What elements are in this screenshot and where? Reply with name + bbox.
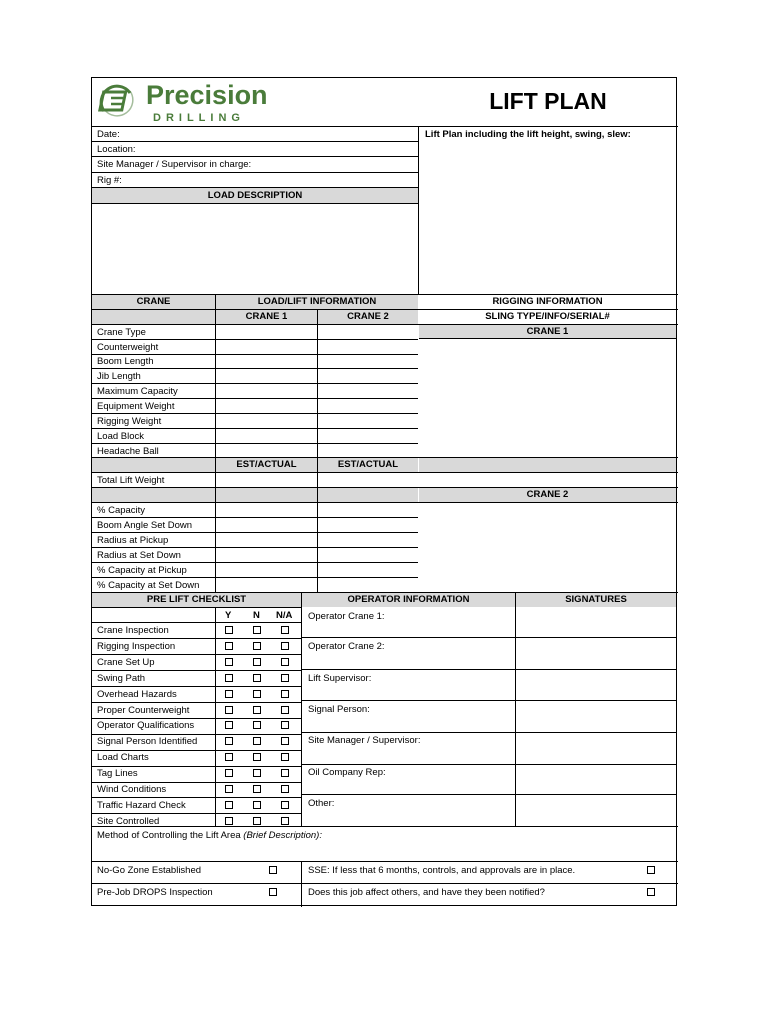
site-manager-field[interactable]: Site Manager / Supervisor in charge: bbox=[97, 159, 252, 170]
rigging-info-header: RIGGING INFORMATION bbox=[492, 296, 603, 307]
checkbox-y[interactable] bbox=[225, 769, 233, 777]
checklist-item: Crane Set Up bbox=[97, 656, 155, 668]
operator-crane1[interactable]: Operator Crane 1: bbox=[308, 611, 385, 622]
precision-drilling-logo-icon bbox=[96, 81, 138, 121]
form-title: LIFT PLAN bbox=[489, 88, 607, 114]
checkbox-na[interactable] bbox=[281, 769, 289, 777]
checkbox-n[interactable] bbox=[253, 817, 261, 825]
affect-others-note: Does this job affect others, and have they been notified? bbox=[308, 887, 545, 898]
method-controlling-lift-area[interactable] bbox=[97, 830, 322, 841]
operator-info-header: OPERATOR INFORMATION bbox=[302, 593, 515, 607]
lift-plan-form bbox=[91, 77, 677, 906]
checkbox-na[interactable] bbox=[281, 737, 289, 745]
lift-supervisor[interactable]: Lift Supervisor: bbox=[308, 673, 372, 684]
checkbox-n[interactable] bbox=[253, 690, 261, 698]
row-radius-setdown: Radius at Set Down bbox=[97, 550, 181, 561]
logo bbox=[96, 81, 296, 125]
date-field[interactable]: Date: bbox=[97, 129, 120, 140]
checkbox-na[interactable] bbox=[281, 626, 289, 634]
row-boom-angle: Boom Angle Set Down bbox=[97, 520, 193, 531]
checkbox-y[interactable] bbox=[225, 817, 233, 825]
row-equipment-weight: Equipment Weight bbox=[97, 401, 175, 412]
row-headache-ball: Headache Ball bbox=[97, 446, 159, 457]
method-italic: (Brief Description): bbox=[243, 830, 322, 841]
checkbox-n[interactable] bbox=[253, 737, 261, 745]
checkbox-na[interactable] bbox=[281, 753, 289, 761]
checklist-item: Proper Counterweight bbox=[97, 704, 190, 716]
no-go-zone: No-Go Zone Established bbox=[97, 865, 202, 876]
pre-lift-checklist-header: PRE LIFT CHECKLIST bbox=[92, 593, 301, 607]
brand-sub: DRILLING bbox=[153, 112, 245, 124]
checkbox-na[interactable] bbox=[281, 817, 289, 825]
col-na: N/A bbox=[276, 610, 293, 621]
crane1-header: CRANE 1 bbox=[216, 310, 317, 324]
est-actual-crane2: EST/ACTUAL bbox=[318, 458, 418, 472]
est-actual-crane1: EST/ACTUAL bbox=[216, 458, 317, 472]
rigging-crane1-header: CRANE 1 bbox=[419, 325, 676, 339]
site-manager-supervisor[interactable]: Site Manager / Supervisor: bbox=[308, 735, 421, 746]
checklist-item: Swing Path bbox=[97, 672, 146, 684]
pre-job-drops: Pre-Job DROPS Inspection bbox=[97, 887, 213, 898]
load-description-header: LOAD DESCRIPTION bbox=[92, 188, 418, 204]
checkbox-y[interactable] bbox=[225, 753, 233, 761]
lift-plan-note[interactable]: Lift Plan including the lift height, swing, slew: bbox=[425, 129, 631, 140]
row-crane-type: Crane Type bbox=[97, 327, 146, 338]
checkbox-y[interactable] bbox=[225, 706, 233, 714]
row-capacity: % Capacity bbox=[97, 505, 146, 516]
checkbox-y[interactable] bbox=[225, 642, 233, 650]
location-field[interactable]: Location: bbox=[97, 144, 136, 155]
checklist-item: Site Controlled bbox=[97, 815, 160, 827]
checkbox-y[interactable] bbox=[225, 721, 233, 729]
affect-others-checkbox[interactable] bbox=[647, 888, 655, 896]
operator-crane2[interactable]: Operator Crane 2: bbox=[308, 641, 385, 652]
col-n: N bbox=[253, 610, 260, 621]
checkbox-na[interactable] bbox=[281, 721, 289, 729]
row-capacity-pickup: % Capacity at Pickup bbox=[97, 565, 187, 576]
checkbox-na[interactable] bbox=[281, 801, 289, 809]
checkbox-na[interactable] bbox=[281, 658, 289, 666]
checklist-item: Operator Qualifications bbox=[97, 720, 195, 732]
no-go-zone-checkbox[interactable] bbox=[269, 866, 277, 874]
checkbox-y[interactable] bbox=[225, 785, 233, 793]
checkbox-na[interactable] bbox=[281, 690, 289, 698]
sse-note: SSE: If less that 6 months, controls, and approvals are in place. bbox=[308, 865, 576, 876]
checkbox-n[interactable] bbox=[253, 753, 261, 761]
method-label: Method of Controlling the Lift Area bbox=[97, 830, 241, 841]
checklist-item: Signal Person Identified bbox=[97, 736, 198, 748]
checkbox-n[interactable] bbox=[253, 769, 261, 777]
checkbox-n[interactable] bbox=[253, 721, 261, 729]
checklist-item: Load Charts bbox=[97, 752, 149, 764]
checkbox-y[interactable] bbox=[225, 674, 233, 682]
other-field[interactable]: Other: bbox=[308, 798, 335, 809]
load-lift-info-header: LOAD/LIFT INFORMATION bbox=[216, 295, 418, 309]
signal-person[interactable]: Signal Person: bbox=[308, 704, 370, 715]
row-counterweight: Counterweight bbox=[97, 342, 159, 353]
row-boom-length: Boom Length bbox=[97, 356, 154, 367]
checkbox-n[interactable] bbox=[253, 658, 261, 666]
checkbox-na[interactable] bbox=[281, 642, 289, 650]
row-radius-pickup: Radius at Pickup bbox=[97, 535, 169, 546]
checkbox-n[interactable] bbox=[253, 642, 261, 650]
crane-header: CRANE bbox=[92, 295, 215, 309]
checkbox-n[interactable] bbox=[253, 626, 261, 634]
rig-number-field[interactable]: Rig #: bbox=[97, 175, 122, 186]
checklist-item: Tag Lines bbox=[97, 768, 138, 780]
checklist-item: Crane Inspection bbox=[97, 625, 169, 636]
checkbox-na[interactable] bbox=[281, 674, 289, 682]
brand-name: Precision bbox=[146, 80, 268, 110]
checkbox-y[interactable] bbox=[225, 737, 233, 745]
load-description-area[interactable] bbox=[92, 204, 418, 294]
sling-type-header: SLING TYPE/INFO/SERIAL# bbox=[485, 311, 610, 322]
crane2-header: CRANE 2 bbox=[318, 310, 418, 324]
checkbox-y[interactable] bbox=[225, 801, 233, 809]
row-capacity-setdown: % Capacity at Set Down bbox=[97, 580, 200, 591]
signatures-header: SIGNATURES bbox=[516, 593, 676, 607]
pre-job-drops-checkbox[interactable] bbox=[269, 888, 277, 896]
checkbox-na[interactable] bbox=[281, 706, 289, 714]
row-max-capacity: Maximum Capacity bbox=[97, 386, 178, 397]
checklist-item: Overhead Hazards bbox=[97, 688, 177, 700]
checkbox-n[interactable] bbox=[253, 706, 261, 714]
rigging-crane2-header: CRANE 2 bbox=[419, 488, 676, 502]
checkbox-y[interactable] bbox=[225, 626, 233, 634]
oil-company-rep[interactable]: Oil Company Rep: bbox=[308, 767, 386, 778]
row-load-block: Load Block bbox=[97, 431, 145, 442]
checklist-item: Rigging Inspection bbox=[97, 640, 176, 652]
col-y: Y bbox=[225, 610, 232, 621]
row-rigging-weight: Rigging Weight bbox=[97, 416, 162, 427]
checkbox-y[interactable] bbox=[225, 690, 233, 698]
checkbox-n[interactable] bbox=[253, 785, 261, 793]
sse-checkbox[interactable] bbox=[647, 866, 655, 874]
checkbox-y[interactable] bbox=[225, 658, 233, 666]
checklist-item: Wind Conditions bbox=[97, 784, 167, 795]
row-total-lift-weight: Total Lift Weight bbox=[97, 475, 165, 486]
checkbox-n[interactable] bbox=[253, 674, 261, 682]
row-jib-length: Jib Length bbox=[97, 371, 141, 382]
checkbox-n[interactable] bbox=[253, 801, 261, 809]
checklist-item: Traffic Hazard Check bbox=[97, 799, 186, 811]
checkbox-na[interactable] bbox=[281, 785, 289, 793]
